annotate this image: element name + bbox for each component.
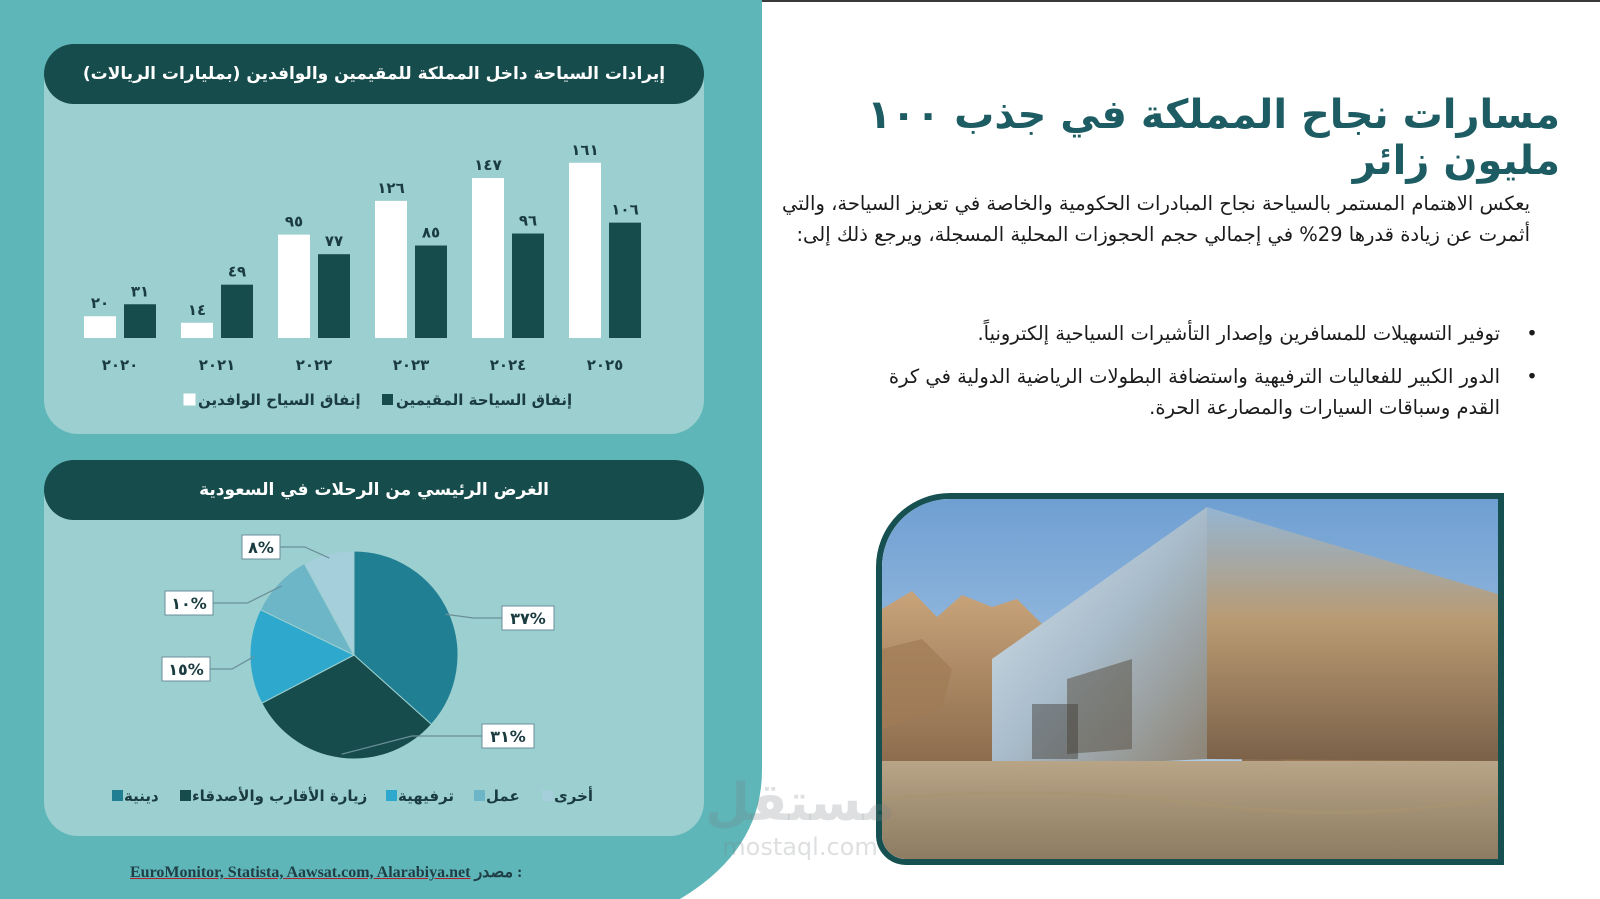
pie-value-label: ١٥%	[168, 660, 204, 679]
x-tick-label: ٢٠٢١	[198, 356, 236, 374]
source-note	[130, 862, 610, 882]
bullet-text: توفير التسهيلات للمسافرين وإصدار التأشيرات السياحية إلكترونياً.	[977, 322, 1500, 345]
bar-residents	[512, 234, 544, 338]
pie-value-label: ٨%	[248, 538, 274, 557]
legend-label: ترفيهية	[398, 787, 455, 805]
pie-value-label: ٣٧%	[510, 609, 546, 628]
maraya-photo	[876, 493, 1504, 865]
intro-paragraph: يعكس الاهتمام المستمر بالسياحة نجاح المبادرات الحكومية والخاصة في تعزيز السياحة، والتي أثمرت عن زيادة قدرها 29% في إجمالي حجم الحجوزات المحلية المسجلة، ويرجع ذلك إلى:	[781, 192, 1530, 246]
watermark-arabic: مستقل	[704, 773, 896, 833]
bar-inbound	[181, 323, 213, 338]
x-tick-label: ٢٠٢٥	[586, 356, 624, 374]
bullet-text: الدور الكبير للفعاليات الترفيهية واستضافة البطولات الرياضية الدولية في كرة القدم وسباقات السيارات والمصارعة الحرة.	[888, 365, 1500, 419]
x-tick-label: ٢٠٢٤	[489, 356, 527, 374]
bar-value-label: ٩٥	[284, 212, 304, 231]
bar-value-label: ١٤٧	[474, 156, 502, 175]
revenue-chart-title: إيرادات السياحة داخل المملكة للمقيمين والوافدين (بمليارات الريالات)	[44, 44, 704, 104]
revenue-chart-card	[44, 44, 704, 434]
bar-value-label: ٢٠	[90, 294, 110, 313]
legend-label: عمل	[486, 787, 520, 805]
bullet-icon: •	[1526, 365, 1538, 388]
x-tick-label: ٢٠٢٣	[392, 356, 430, 374]
pie-leader-line	[445, 614, 502, 618]
legend-swatch	[382, 394, 393, 405]
bar-inbound	[375, 201, 407, 338]
source-label: مصدر :	[474, 864, 523, 881]
watermark-latin: mostaql.com	[722, 833, 878, 861]
bar-residents	[221, 285, 253, 338]
list-item	[860, 361, 1538, 423]
bar-value-label: ٤٩	[227, 262, 247, 281]
x-tick-label: ٢٠٢٠	[101, 356, 139, 374]
page-title: مسارات نجاح المملكة في جذب ١٠٠ مليون زائر	[867, 92, 1560, 184]
pie-value-label: ١٠%	[171, 594, 207, 613]
bar-value-label: ١٠٦	[611, 200, 639, 219]
source-names: EuroMonitor, Statista, Aawsat.com, Alarabiya.net	[130, 864, 471, 881]
maraya-mirror-building-image	[882, 499, 1498, 859]
bullet-icon: •	[1526, 322, 1538, 345]
legend-label: إنفاق السياح الوافدين	[198, 391, 361, 409]
legend-swatch	[112, 790, 123, 801]
legend-swatch	[184, 394, 195, 405]
bar-value-label: ٨٥	[421, 223, 441, 242]
pie-leader-line	[210, 657, 254, 669]
pie-value-label: ٣١%	[490, 727, 526, 746]
legend-swatch	[542, 790, 553, 801]
bar-value-label: ٧٧	[324, 232, 344, 251]
bar-value-label: ١٤	[187, 300, 207, 319]
legend-label: أخرى	[554, 787, 594, 805]
legend-swatch	[474, 790, 485, 801]
bar-inbound	[569, 163, 601, 338]
bar-value-label: ١٦١	[571, 140, 599, 159]
bar-residents	[415, 246, 447, 339]
x-tick-label: ٢٠٢٢	[295, 356, 333, 374]
bar-inbound	[84, 316, 116, 338]
watermark	[700, 772, 900, 860]
legend-label: إنفاق السياحة المقيمين	[396, 391, 573, 409]
bar-residents	[124, 304, 156, 338]
list-item	[860, 318, 1538, 349]
purpose-chart-card	[44, 460, 704, 836]
bar-residents	[609, 223, 641, 338]
reasons-list	[860, 318, 1538, 435]
legend-swatch	[386, 790, 397, 801]
bar-inbound	[472, 178, 504, 338]
bar-value-label: ١٢٦	[377, 178, 405, 197]
bar-value-label: ٣١	[130, 282, 150, 301]
legend-label: دينية	[124, 787, 159, 805]
legend-swatch	[180, 790, 191, 801]
bar-value-label: ٩٦	[518, 211, 538, 230]
legend-label: زيارة الأقارب والأصدقاء	[192, 787, 368, 805]
bar-residents	[318, 254, 350, 338]
purpose-chart-title: الغرض الرئيسي من الرحلات في السعودية	[44, 460, 704, 520]
bar-inbound	[278, 235, 310, 338]
